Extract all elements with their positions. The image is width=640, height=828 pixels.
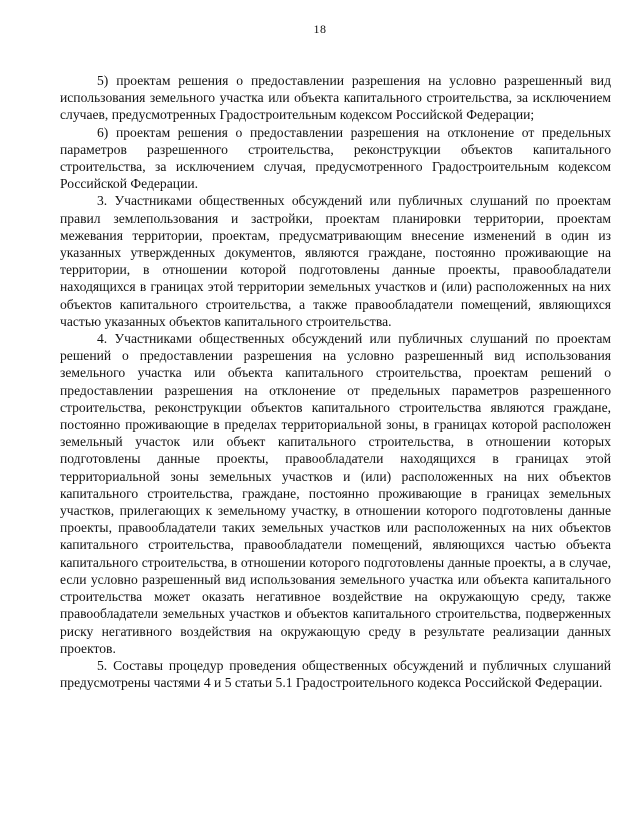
paragraph-item-6: 6) проектам решения о предоставлении разрешения на отклонение от предельных параметров разрешенного строительства, реконструкции объектов капитального строительства, за исключением случая, предусмотренного Градостроительным кодексом Российской Федерации. — [60, 124, 611, 192]
paragraph-section-4: 4. Участниками общественных обсуждений или публичных слушаний по проектам решений о предоставлении разрешения на условно разрешенный вид использования земельного участка или объекта капитального строительства, проектам решений о предоставлении разрешения на отклонение от предельных параметров разрешенного строительства, реконструкции объектов капитального строительства являются граждане, постоянно проживающие в пределах территориальной зоны, в границах которой расположен земельный участок или объект капитального строительства, в отношении которых подготовлены данные проекты, правообладатели находящихся в границах этой территориальной зоны земельных участков и (или) расположенных на них объектов капитального строительства, граждане, постоянно проживающие в границах земельных участков, прилегающих к земельному участку, в отношении которого подготовлены данные проекты, правообладатели таких земельных участков или расположенных на них объектов капитального строительства, правообладатели помещений, являющихся частью объекта капитального строительства, в отношении которого подготовлены данные проекты, а в случае, если условно разрешенный вид использования земельного участка или объекта капитального строительства может оказать негативное воздействие на окружающую среду, также правообладатели земельных участков и объектов капитального строительства, подверженных риску негативного воздействия на окружающую среду в результате реализации данных проектов. — [60, 331, 611, 656]
page-number: 18 — [313, 22, 327, 36]
document-body — [60, 72, 611, 691]
paragraph-section-5: 5. Составы процедур проведения общественных обсуждений и публичных слушаний предусмотрены частями 4 и 5 статьи 5.1 Градостроительного кодекса Российской Федерации. — [60, 657, 611, 691]
paragraph-section-3: 3. Участниками общественных обсуждений или публичных слушаний по проектам правил землепользования и застройки, проектам планировки территории, проектам межевания территории, проектам, предусматривающим внесение изменений в один из указанных утвержденных документов, являются граждане, постоянно проживающие на территории, в отношении которой подготовлены данные проекты, правообладатели находящихся в границах этой территории земельных участков и (или) расположенных на них объектов капитального строительства, а также правообладатели помещений, являющихся частью указанных объектов капитального строительства. — [60, 193, 611, 329]
paragraph-item-5: 5) проектам решения о предоставлении разрешения на условно разрешенный вид использования земельного участка или объекта капитального строительства, за исключением случаев, предусмотренных Градостроительным кодексом Российской Федерации; — [60, 73, 611, 123]
